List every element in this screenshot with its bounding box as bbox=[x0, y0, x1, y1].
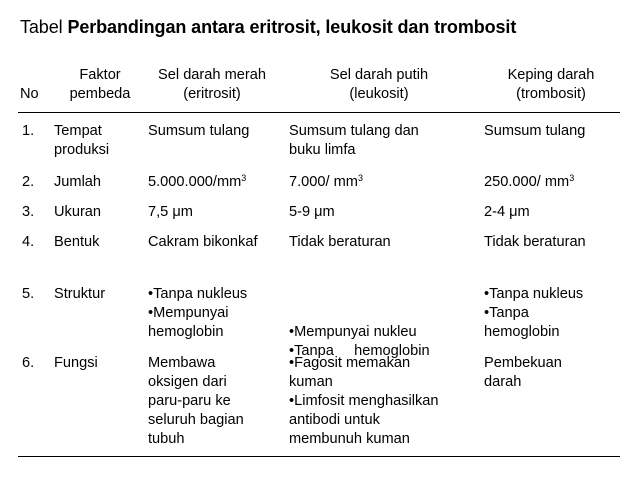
row-5-faktor: Struktur bbox=[54, 286, 106, 302]
row-1-eritrosit: Sumsum tulang bbox=[148, 123, 250, 139]
row-4-faktor: Bentuk bbox=[54, 234, 100, 250]
row-2-leukosit: 7.000/ $mm^3$ bbox=[289, 173, 363, 190]
row-1-leukosit: Sumsum tulang dan buku limfa bbox=[289, 123, 419, 158]
header-trombosit: Keping darah (trombosit) bbox=[507, 67, 595, 102]
row-3-no: 3. bbox=[22, 204, 35, 220]
header-no: No bbox=[20, 86, 39, 102]
row-5-leukosit: •Mempunyai nukleu •Tanpa hemoglobin bbox=[289, 324, 430, 359]
row-6-faktor: Fungsi bbox=[54, 355, 98, 371]
row-2-eritrosit: $5.000.000/mm^3$ bbox=[148, 173, 247, 190]
header-leukosit: Sel darah putih (leukosit) bbox=[329, 67, 429, 102]
row-3-faktor: Ukuran bbox=[54, 204, 102, 220]
row-6-trombosit: Pembekuan darah bbox=[484, 355, 562, 390]
row-4-no: 4. bbox=[22, 234, 35, 250]
row-4-eritrosit: Cakram bikonkaf bbox=[148, 234, 258, 250]
row-1-no: 1. bbox=[22, 123, 35, 139]
row-6-leukosit: •Fagosit memakan kuman •Limfosit menghasilkan antibodi untuk membunuh kuman bbox=[289, 355, 439, 447]
row-2-trombosit: 250.000/ $mm^3$ bbox=[484, 173, 575, 190]
header-eritrosit: Sel darah merah (eritrosit) bbox=[158, 67, 266, 102]
row-1-trombosit: Sumsum tulang bbox=[484, 123, 586, 139]
row-6-eritrosit: Membawa oksigen dari paru-paru ke seluruh bagian tubuh bbox=[148, 355, 244, 447]
row-2-no: 2. bbox=[22, 174, 35, 190]
row-5-no: 5. bbox=[22, 286, 35, 302]
row-5-eritrosit: •Tanpa nukleus •Mempunyai hemoglobin bbox=[148, 286, 248, 340]
bottom-divider bbox=[18, 456, 620, 457]
row-4-leukosit: Tidak beraturan bbox=[289, 234, 391, 250]
row-5-trombosit: •Tanpa nukleus •Tanpa hemoglobin bbox=[484, 286, 584, 340]
row-3-leukosit: 5-9 μm bbox=[289, 204, 335, 220]
table-title: Tabel Perbandingan antara eritrosit, leukosit dan trombosit bbox=[20, 17, 517, 37]
row-2-faktor: Jumlah bbox=[54, 174, 102, 190]
row-3-trombosit: 2-4 μm bbox=[484, 204, 530, 220]
row-6-no: 6. bbox=[22, 355, 35, 371]
row-4-trombosit: Tidak beraturan bbox=[484, 234, 586, 250]
row-1-faktor: Tempat produksi bbox=[54, 123, 110, 158]
header-faktor: Faktor pembeda bbox=[69, 67, 131, 102]
header-divider bbox=[18, 112, 620, 113]
row-3-eritrosit: 7,5 μm bbox=[148, 204, 193, 220]
